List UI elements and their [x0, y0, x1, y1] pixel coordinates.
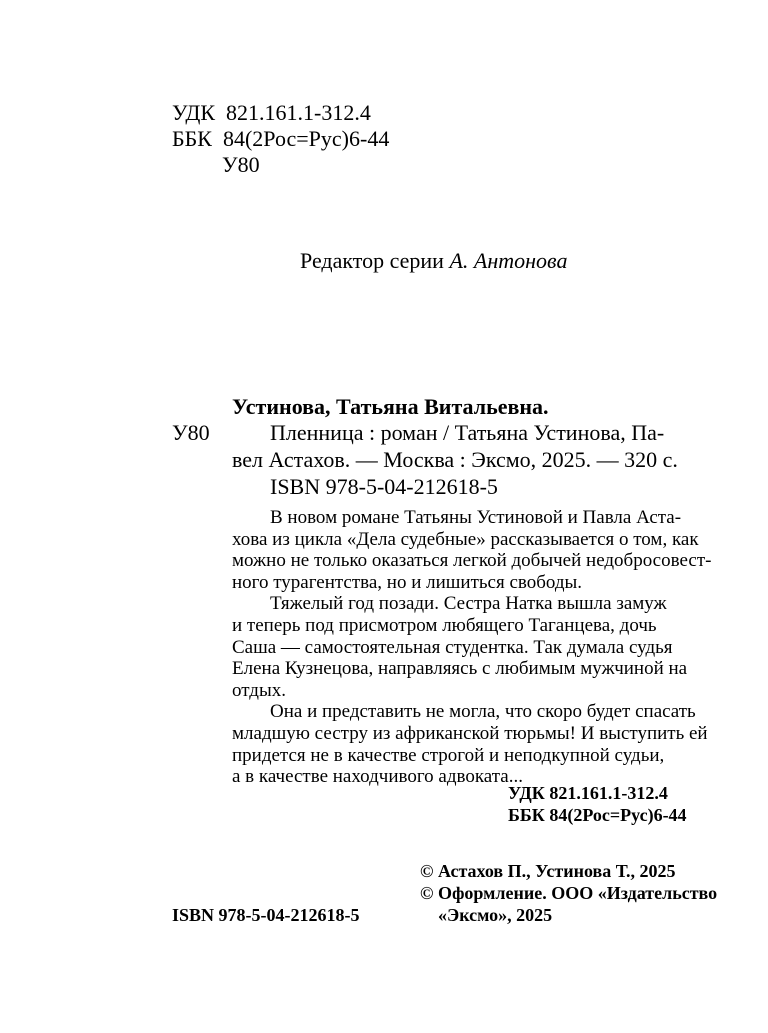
annotation-line: Саша — самостоятельная студентка. Так думала судья: [232, 636, 673, 658]
record-author-mark: У80: [172, 420, 210, 445]
annotation-line: можно не только оказаться легкой добычей недобросовест-: [232, 550, 712, 572]
series-editor-name: А. Антонова: [449, 248, 568, 273]
udk-bottom: УДК 821.161.1-312.4: [508, 783, 668, 803]
author-heading: Устинова, Татьяна Витальевна.: [232, 394, 549, 419]
annotation-line: отдых.: [232, 679, 286, 701]
copyright-authors: © Астахов П., Устинова Т., 2025: [420, 861, 676, 881]
bbk-value: 84(2Рос=Рус)6-44: [222, 126, 390, 151]
annotation-line: и теперь под присмотром любящего Таганцева, дочь: [232, 614, 657, 636]
isbn-bottom: ISBN 978-5-04-212618-5: [172, 905, 360, 925]
copyright-design: © Оформление. ООО «Издательство: [420, 883, 718, 903]
annotation-line: младшую сестру из африканской тюрьмы! И выступить ей: [232, 722, 708, 744]
record-title-line-2: вел Астахов. — Москва : Эксмо, 2025. — 320 с.: [232, 447, 678, 472]
record-isbn: ISBN 978-5-04-212618-5: [270, 474, 498, 499]
annotation-line: В новом романе Татьяны Устиновой и Павла Аста-: [270, 507, 682, 528]
annotation-line: хова из цикла «Дела судебные» рассказывается о том, как: [232, 528, 699, 550]
annotation-line: придется не в качестве строгой и неподкупной судьи,: [232, 744, 665, 766]
series-editor-prefix: Редактор серии: [300, 248, 444, 273]
annotation-line: ного турагентства, но и лишиться свободы.: [232, 571, 583, 593]
annotation-line: Елена Кузнецова, направляясь с любимым мужчиной на: [232, 658, 688, 680]
annotation-line: Тяжелый год позади. Сестра Натка вышла замуж: [270, 593, 667, 615]
author-mark-top: У80: [222, 152, 260, 177]
annotation-line: Она и представить не могла, что скоро будет спасать: [270, 701, 696, 723]
record-title-line-1: Пленница : роман / Татьяна Устинова, Па-: [270, 420, 665, 445]
annotation-line: а в качестве находчивого адвоката...: [232, 766, 523, 788]
annotation: [232, 507, 711, 788]
copyright-publisher: «Эксмо», 2025: [438, 905, 553, 925]
udk-label: УДК: [172, 100, 216, 125]
series-editor-line: [300, 248, 567, 274]
bbk-line: [172, 126, 389, 152]
bbk-bottom: ББК 84(2Рос=Рус)6-44: [508, 805, 687, 825]
udk-line: [172, 100, 371, 126]
udk-value: 821.161.1-312.4: [226, 100, 371, 125]
bbk-label: ББК: [172, 126, 212, 151]
